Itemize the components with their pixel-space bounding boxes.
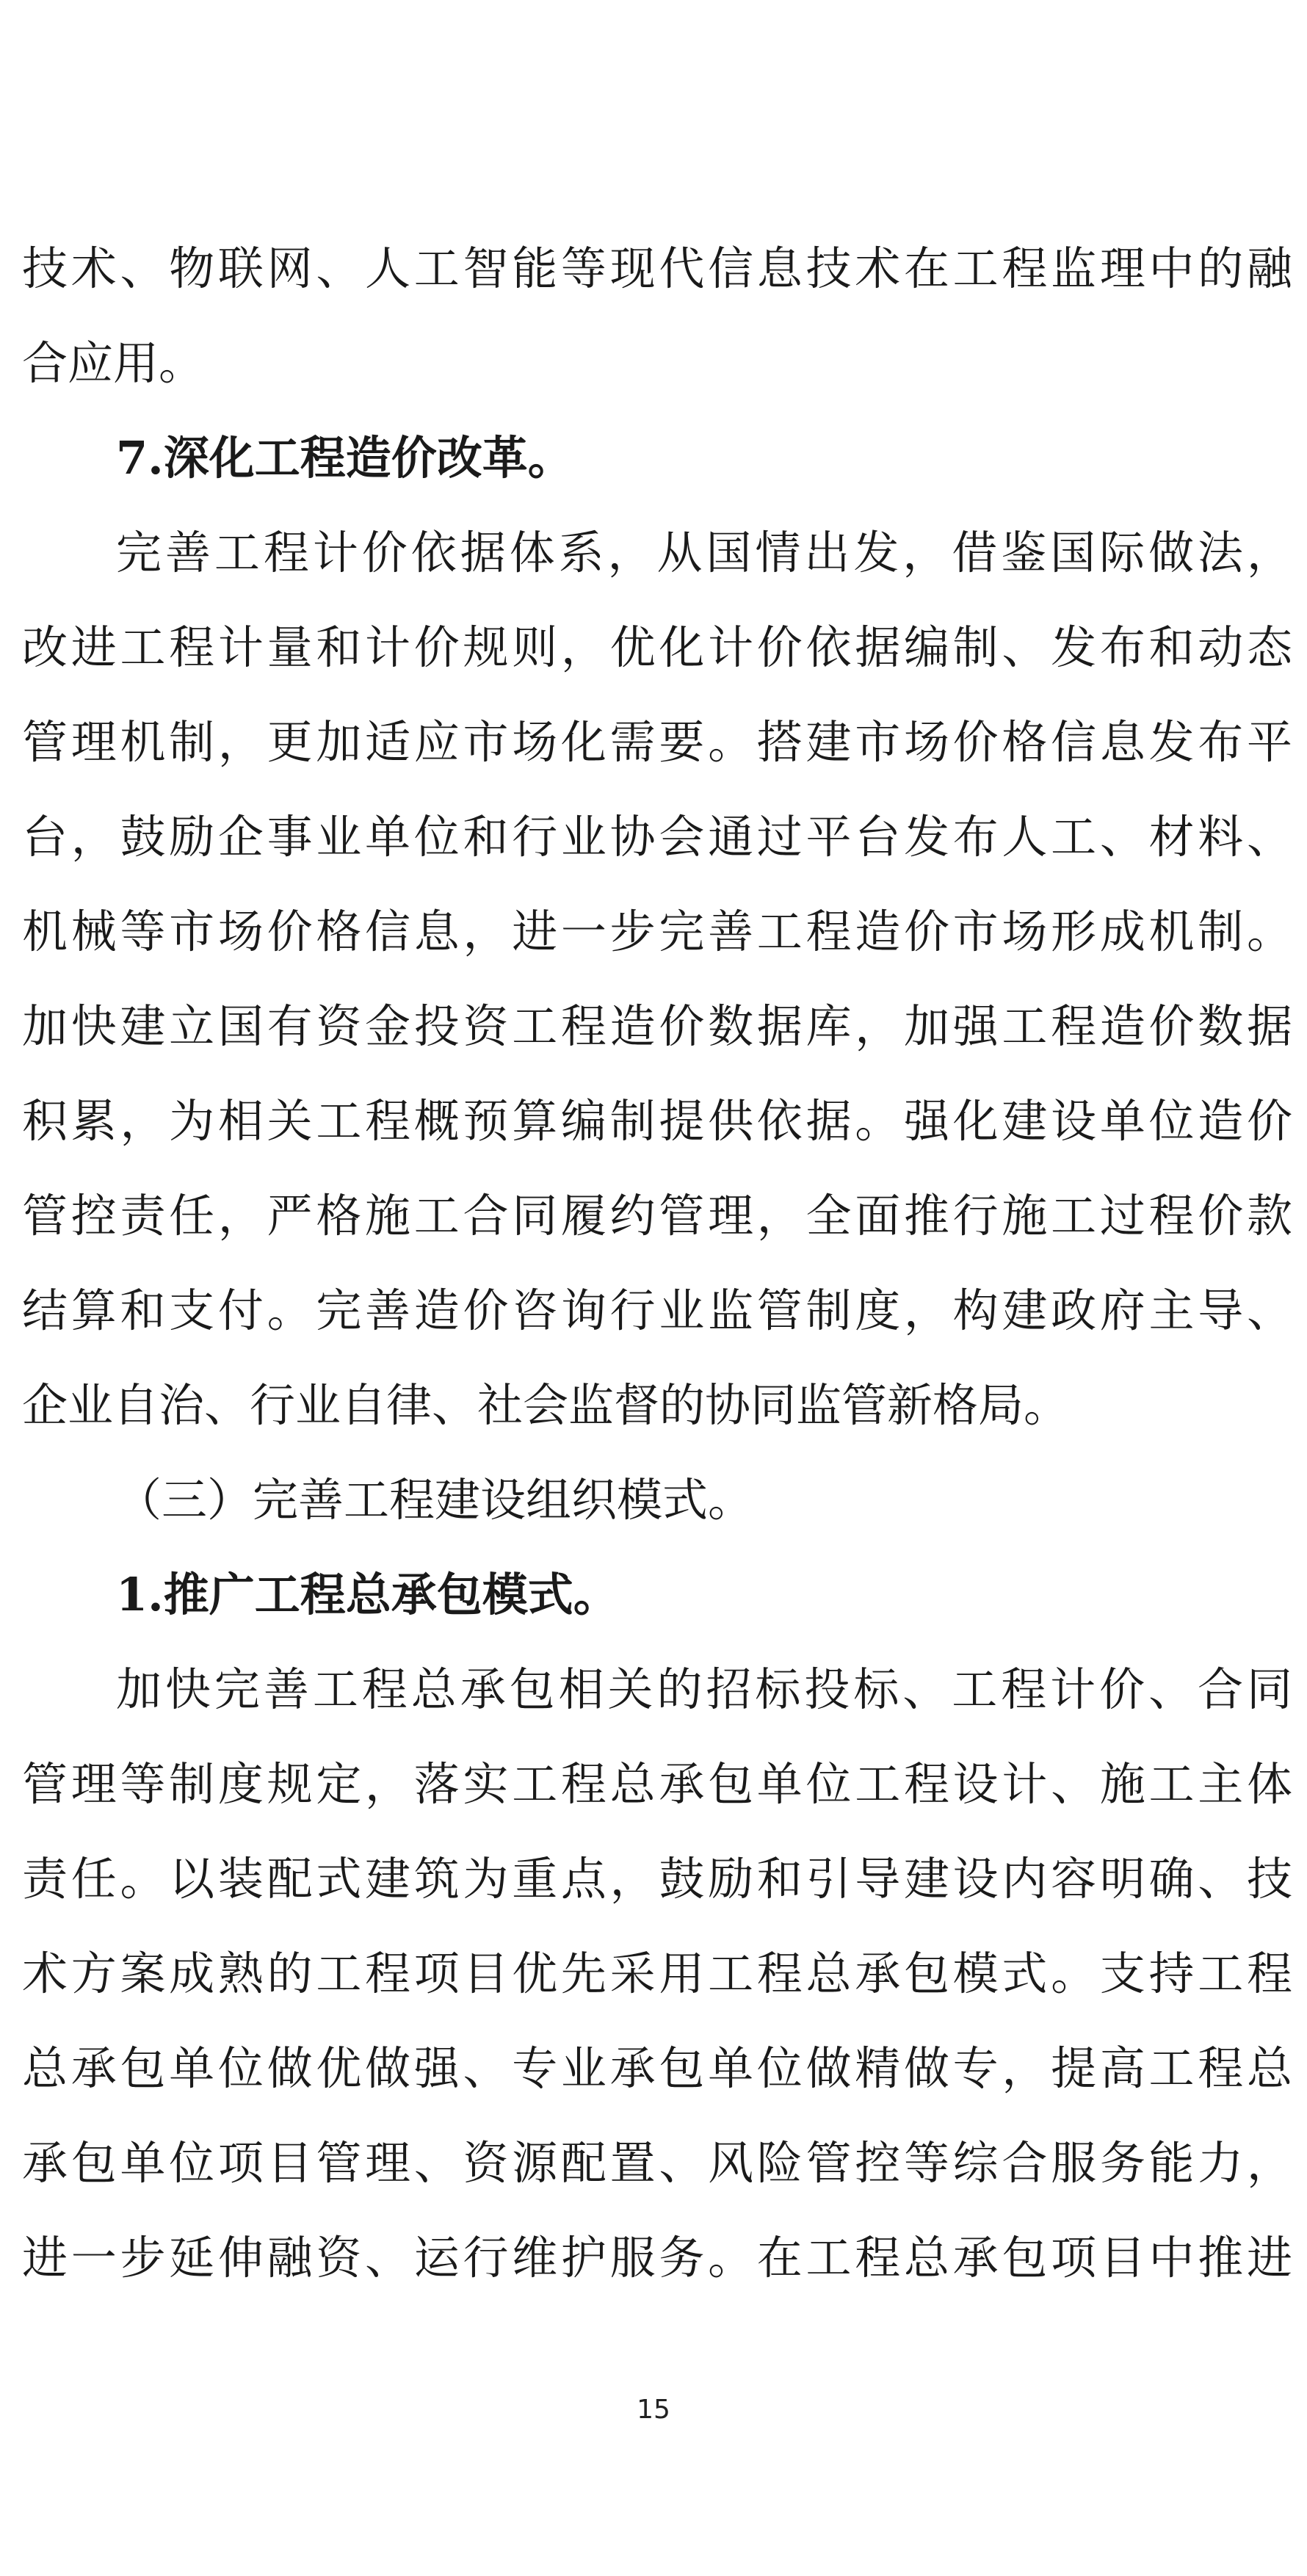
section-heading: （三）完善工程建设组织模式。 (116, 1473, 754, 1527)
body-text-line: 加快建立国有资金投资工程造价数据库，加强工程造价数据 (22, 999, 1292, 1053)
body-text-line: 台，鼓励企事业单位和行业协会通过平台发布人工、材料、 (22, 810, 1292, 864)
body-text-line: 机械等市场价格信息，进一步完善工程造价市场形成机制。 (22, 905, 1292, 958)
body-text-line: 企业自治、行业自律、社会监督的协同监管新格局。 (22, 1378, 1070, 1432)
body-text-line: 改进工程计量和计价规则，优化计价依据编制、发布和动态 (22, 621, 1292, 674)
subsection-heading: 7.深化工程造价改革。 (116, 431, 573, 485)
body-text-line: 管理机制，更加适应市场化需要。搭建市场价格信息发布平 (22, 715, 1292, 769)
body-text-line: 管理等制度规定，落实工程总承包单位工程设计、施工主体 (22, 1757, 1292, 1811)
body-text-line: 管控责任，严格施工合同履约管理，全面推行施工过程价款 (22, 1189, 1292, 1242)
body-text-line: 积累，为相关工程概预算编制提供依据。强化建设单位造价 (22, 1094, 1292, 1148)
body-text-line: 承包单位项目管理、资源配置、风险管控等综合服务能力， (22, 2136, 1292, 2190)
body-text-line: 加快完善工程总承包相关的招标投标、工程计价、合同 (116, 1663, 1292, 1716)
body-text-line: 技术、物联网、人工智能等现代信息技术在工程监理中的融 (22, 242, 1292, 295)
body-text-line: 结算和支付。完善造价咨询行业监管制度，构建政府主导、 (22, 1284, 1292, 1337)
body-text-line: 总承包单位做优做强、专业承包单位做精做专，提高工程总 (22, 2041, 1292, 2095)
body-text-line: 合应用。 (22, 336, 205, 390)
body-text-line: 完善工程计价依据体系，从国情出发，借鉴国际做法， (116, 526, 1292, 579)
subsection-heading: 1.推广工程总承包模式。 (116, 1568, 619, 1621)
page-number: 15 (637, 2395, 670, 2425)
body-text-line: 术方案成熟的工程项目优先采用工程总承包模式。支持工程 (22, 1947, 1292, 2000)
body-text-line: 进一步延伸融资、运行维护服务。在工程总承包项目中推进 (22, 2231, 1292, 2284)
body-text-line: 责任。以装配式建筑为重点，鼓励和引导建设内容明确、技 (22, 1852, 1292, 1906)
